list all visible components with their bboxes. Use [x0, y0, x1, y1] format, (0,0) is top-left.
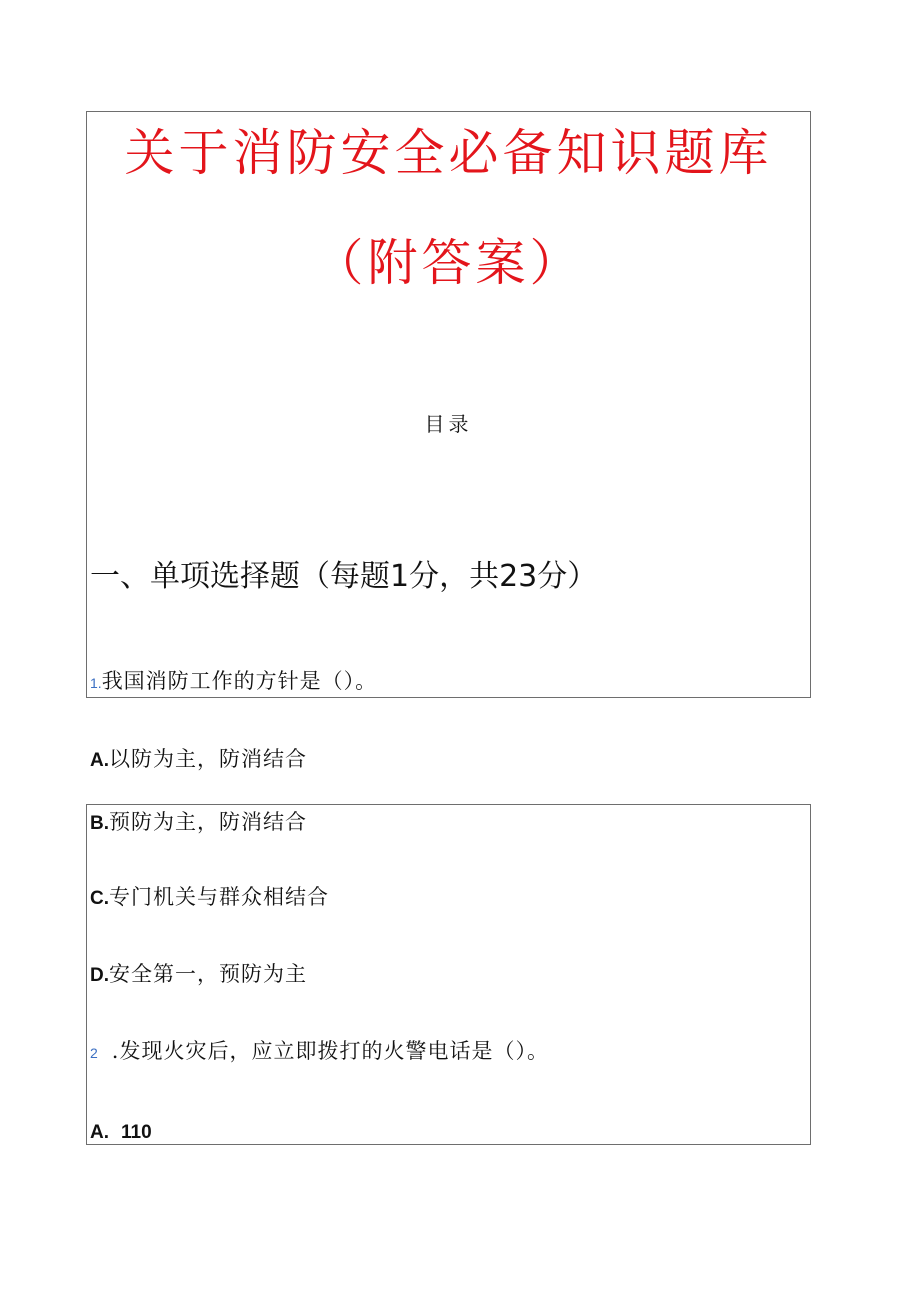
document-subtitle: （附答案）: [313, 234, 584, 292]
option-text: 安全第一，预防为主: [109, 962, 307, 986]
section-heading: 一、单项选择题（每题1分，共23分）: [90, 559, 598, 594]
question-1: [90, 671, 377, 692]
question-text: .发现火灾后，应立即拨打的火警电话是（）。: [111, 1039, 549, 1063]
question-2: [90, 1041, 549, 1062]
content-frame-top: [86, 111, 811, 698]
option-text: 专门机关与群众相结合: [109, 885, 329, 909]
question-1-option-d: [90, 964, 307, 985]
question-number: 2: [90, 1045, 98, 1061]
question-number: 1.: [90, 675, 102, 691]
question-1-option-b: [90, 812, 307, 833]
option-label: A.: [90, 750, 109, 771]
question-1-option-a: [90, 749, 307, 770]
question-1-option-c: [90, 887, 329, 908]
option-label: B.: [90, 813, 109, 834]
document-title: 关于消防安全必备知识题库: [124, 124, 773, 182]
option-label: A.: [90, 1122, 109, 1143]
option-label: D.: [90, 965, 109, 986]
question-text: 我国消防工作的方针是（）。: [101, 669, 378, 693]
toc-label: 目录: [424, 412, 473, 436]
option-text: 以防为主，防消结合: [109, 747, 307, 771]
option-text: 预防为主，防消结合: [109, 810, 307, 834]
question-2-option-a: [90, 1121, 152, 1142]
option-label: C.: [90, 888, 109, 909]
option-text: 110: [121, 1122, 152, 1143]
